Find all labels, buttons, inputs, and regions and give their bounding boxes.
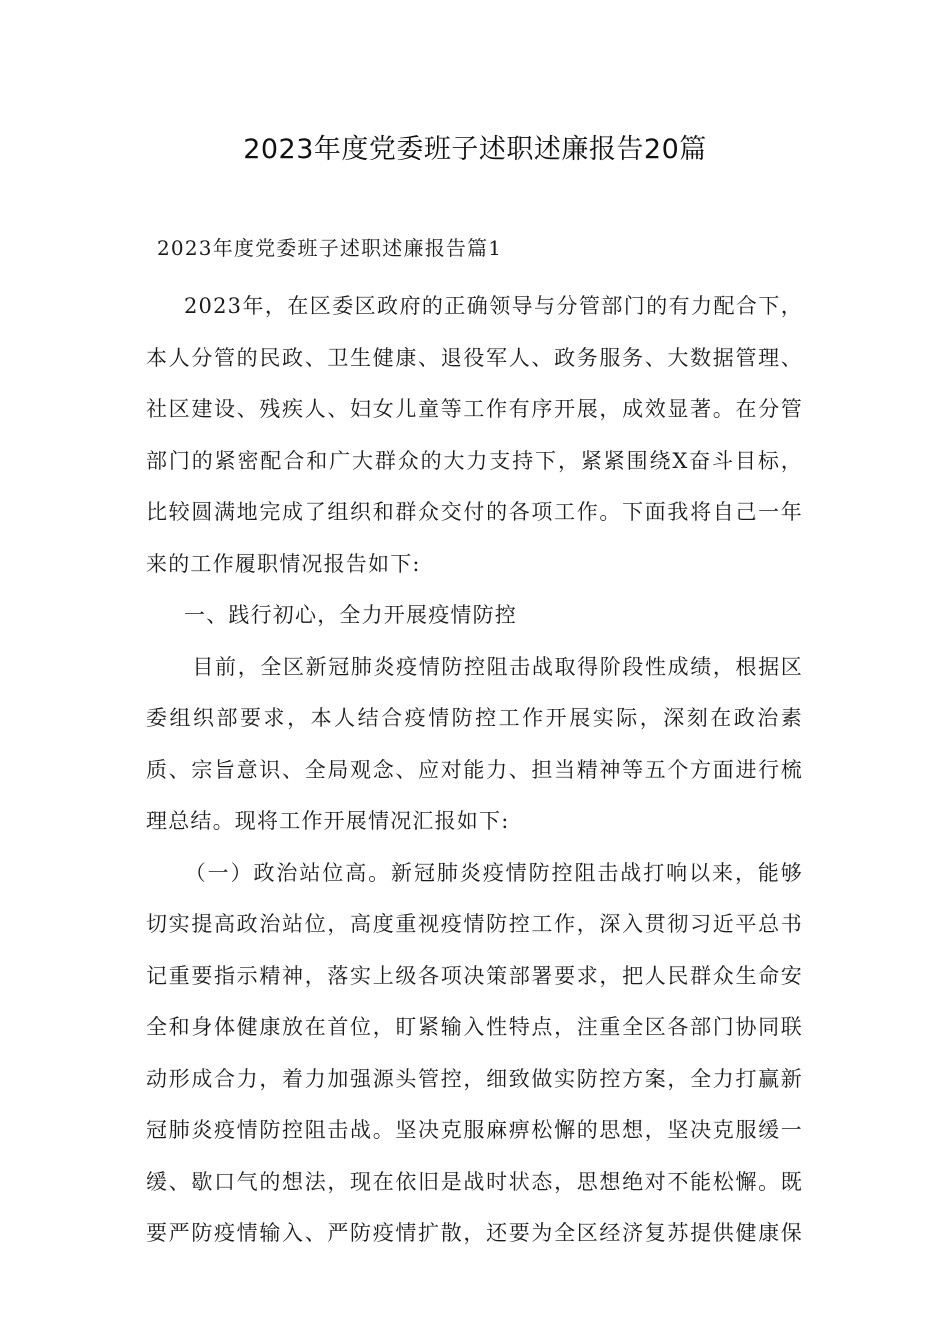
- text-line: 要严防疫情输入、严防疫情扩散，还要为全区经济复苏提供健康保: [146, 1221, 803, 1245]
- text-line: 目前，全区新冠肺炎疫情防控阻击战取得阶段性成绩，根据区: [192, 654, 803, 679]
- text-line: 来的工作履职情况报告如下:: [146, 551, 421, 576]
- document-title: 2023年度党委班子述职述廉报告20篇: [243, 134, 707, 165]
- paragraph-summary: [146, 642, 803, 848]
- text-line: 质、宗旨意识、全局观念、应对能力、担当精神等五个方面进行梳: [146, 757, 803, 782]
- text-line: 本人分管的民政、卫生健康、退役军人、政务服务、大数据管理、: [146, 345, 803, 370]
- document-body: [146, 281, 803, 1260]
- text-line: 切实提高政治站位，高度重视疫情防控工作，深入贯彻习近平总书: [146, 912, 803, 936]
- text-line: 缓、歇口气的想法，现在依旧是战时状态，思想绝对不能松懈。既: [146, 1169, 803, 1194]
- section-title: 2023年度党委班子述职述廉报告篇1: [157, 236, 503, 260]
- text-line: 委组织部要求，本人结合疫情防控工作开展实际，深刻在政治素: [146, 706, 803, 730]
- text-line: 一、践行初心，全力开展疫情防控: [184, 603, 517, 627]
- text-line: 部门的紧密配合和广大群众的大力支持下，紧紧围绕X奋斗目标，: [146, 448, 803, 473]
- text-line: 全和身体健康放在首位，盯紧输入性特点，注重全区各部门协同联: [146, 1015, 803, 1039]
- paragraph-item-one: [146, 848, 803, 1260]
- text-line: 冠肺炎疫情防控阻击战。坚决克服麻痹松懈的思想，坚决克服缓一: [146, 1118, 803, 1142]
- text-line: 记重要指示精神，落实上级各项决策部署要求，把人民群众生命安: [146, 963, 803, 988]
- text-line: （一）政治站位高。新冠肺炎疫情防控阻击战打响以来，能够: [184, 860, 803, 885]
- heading-one: [146, 590, 803, 642]
- paragraph-intro: [146, 281, 803, 590]
- text-line: 比较圆满地完成了组织和群众交付的各项工作。下面我将自己一年: [146, 500, 803, 524]
- text-line: 2023年，在区委区政府的正确领导与分管部门的有力配合下，: [184, 294, 803, 318]
- text-line: 动形成合力，着力加强源头管控，细致做实防控方案，全力打赢新: [146, 1066, 803, 1091]
- text-line: 理总结。现将工作开展情况汇报如下:: [146, 809, 510, 833]
- text-line: 社区建设、残疾人、妇女儿童等工作有序开展，成效显著。在分管: [146, 397, 803, 421]
